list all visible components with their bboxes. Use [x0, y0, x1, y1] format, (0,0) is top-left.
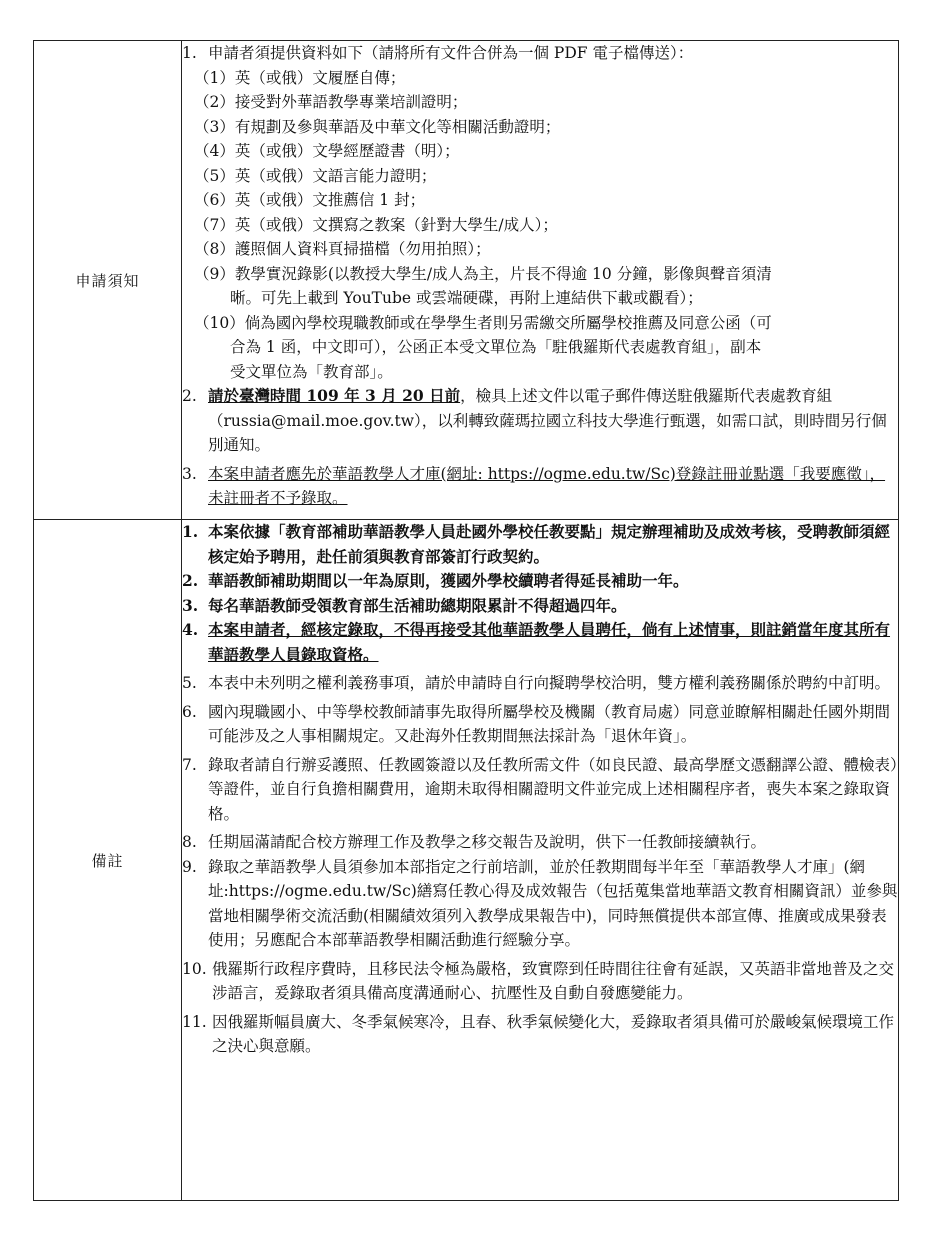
item-number: 3.	[182, 595, 199, 615]
item-number: 6.	[182, 702, 197, 721]
item-number: 5.	[182, 674, 197, 692]
item-text: 錄取者請自行辦妥護照、任教國簽證以及任教所需文件（如良民證、最高學歷文憑翻譯公證、體檢表）等證件，並自行負擔相關費用，逾期未取得相關證明文件並完成上述相關程序者，喪失本案之錄取資格。	[208, 755, 898, 823]
apply-sub-8: （8）護照個人資料頁掃描檔（勿用拍照）；	[194, 240, 491, 258]
item-number: 9.	[182, 857, 197, 876]
apply-sub-3: （3）有規劃及參與華語及中華文化等相關活動證明；	[194, 117, 561, 136]
notes-row	[34, 520, 899, 1201]
note-item-7	[182, 753, 898, 827]
item-text: 任期屆滿請配合校方辦理工作及教學之移交報告及說明，供下一任教師接續執行。	[208, 833, 767, 851]
item-number: 2.	[182, 571, 199, 590]
apply-item-2	[182, 384, 898, 458]
apply-sub-10	[182, 311, 898, 385]
apply-sub-1: （1）英（或俄）文履歷自傳；	[194, 68, 406, 87]
apply-label-text: 申請須知	[75, 271, 140, 290]
item-number: 1.	[182, 522, 199, 541]
item-text: 本案申請者應先於華語教學人才庫(網址: https://ogme.edu.tw/Sc)登錄註冊並點選「我要應徵」，未註冊者不予錄取。	[208, 464, 886, 507]
item-text: 華語教師補助期間以一年為原則，獲國外學校續聘者得延長補助一年。	[208, 571, 689, 590]
item-number: 1.	[182, 44, 197, 62]
item-number: 2.	[182, 387, 197, 405]
item-text: 因俄羅斯幅員廣大、冬季氣候寒冷，且春、秋季氣候變化大，爰錄取者須具備可於嚴峻氣候環境工作之決心與意願。	[212, 1012, 895, 1055]
note-item-9	[182, 855, 898, 953]
sub-text-cont: 受文單位為「教育部」。	[230, 362, 393, 381]
sub-text: （10）倘為國內學校現職教師或在學學生者則另需繳交所屬學校推薦及同意公函（可	[194, 313, 772, 332]
apply-sub-7: （7）英（或俄）文撰寫之教案（針對大學生/成人）；	[194, 215, 558, 234]
apply-sub-4: （4）英（或俄）文學經歷證書（明）；	[194, 142, 460, 160]
note-item-1	[182, 520, 898, 569]
sub-text: （9）教學實況錄影(以教授大學生/成人為主，片長不得逾 10 分鐘，影像與聲音須清	[194, 264, 772, 283]
note-item-5	[182, 671, 898, 696]
item-text-rest: ，檢具上述文件以電子郵件傳送駐俄羅斯代表處教育組（russia@mail.moe.gov.tw），以利轉致薩瑪拉國立科技大學進行甄選，如需口試，則時間另行個別通知。	[208, 387, 887, 454]
note-item-10	[182, 957, 898, 1006]
note-item-8	[182, 830, 898, 855]
item-number: 4.	[182, 620, 199, 639]
notes-label	[34, 520, 182, 1201]
note-item-3	[182, 594, 898, 619]
item-text: 本表中未列明之權利義務事項，請於申請時自行向擬聘學校洽明，雙方權利義務關係於聘約中訂明。	[208, 674, 891, 692]
apply-sub-5: （5）英（或俄）文語言能力證明；	[194, 166, 437, 185]
apply-row	[34, 41, 899, 520]
item-text: 每名華語教師受領教育部生活補助總期限累計不得超過四年。	[208, 595, 627, 615]
item-text: 本案申請者，經核定錄取，不得再接受其他華語教學人員聘任，倘有上述情事，則註銷當年度其所有華語教學人員錄取資格。	[208, 620, 891, 664]
apply-item-1	[182, 41, 898, 66]
apply-sub-list	[182, 66, 898, 262]
requirements-table	[33, 40, 899, 1201]
item-number: 3.	[182, 464, 197, 483]
item-text: 本案依據「教育部補助華語教學人員赴國外學校任教要點」規定辦理補助及成效考核，受聘教師須經核定始予聘用，赴任前須與教育部簽訂行政契約。	[208, 522, 891, 566]
item-text: 錄取之華語教學人員須參加本部指定之行前培訓，並於任教期間每半年至「華語教學人才庫」(網址:https://ogme.edu.tw/Sc)繕寫任教心得及成效報告（包括蒐集當地華語文教育相關資訊）並參與當地相關學術交流活動(相關績效須列入教學成果報告中)，同時無償提供本部宣傳、推廣或成果發表使用；另應配合本部華語教學相關活動進行經驗分享。	[208, 857, 898, 949]
item-number: 8.	[182, 833, 197, 851]
apply-sub-2: （2）接受對外華語教學專業培訓證明；	[194, 93, 468, 111]
deadline-text: 請於臺灣時間 109 年 3 月 20 日前	[208, 386, 461, 405]
note-item-4	[182, 618, 898, 667]
apply-sub-9	[182, 262, 898, 311]
item-number: 11.	[182, 1012, 207, 1031]
sub-text-cont: 合為 1 函，中文即可），公函正本受文單位為「駐俄羅斯代表處教育組」，副本	[230, 338, 762, 356]
note-item-11	[182, 1010, 898, 1059]
sub-text-cont: 晰。可先上載到 YouTube 或雲端硬碟，再附上連結供下載或觀看）；	[230, 289, 703, 307]
apply-item-3	[182, 462, 898, 511]
item-text: 申請者須提供資料如下（請將所有文件合併為一個 PDF 電子檔傳送）：	[208, 44, 694, 62]
note-item-6	[182, 700, 898, 749]
note-item-2	[182, 569, 898, 594]
apply-label	[34, 41, 182, 520]
item-text	[208, 384, 898, 458]
apply-sub-6: （6）英（或俄）文推薦信 1 封；	[194, 191, 426, 209]
apply-content	[182, 41, 899, 520]
item-text: 國內現職國小、中等學校教師請事先取得所屬學校及機關（教育局處）同意並瞭解相關赴任國外期間可能涉及之人事相關規定。又赴海外任教期間無法採計為「退休年資」。	[208, 702, 891, 745]
item-number: 7.	[182, 755, 197, 774]
item-number: 10.	[182, 959, 207, 978]
item-text: 俄羅斯行政程序費時，且移民法令極為嚴格，致實際到任時間往往會有延誤，又英語非當地普及之交涉語言，爰錄取者須具備高度溝通耐心、抗壓性及自動自發應變能力。	[212, 959, 895, 1002]
notes-content	[182, 520, 899, 1201]
notes-label-text: 備註	[91, 851, 124, 870]
